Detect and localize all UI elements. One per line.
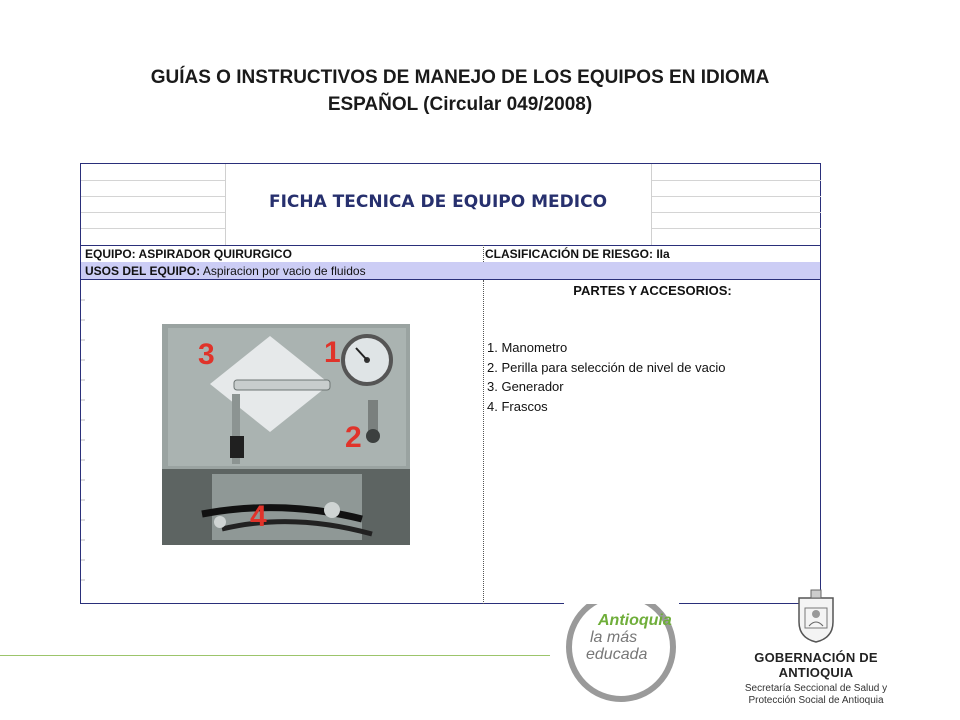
page-title-line-1: GUÍAS O INSTRUCTIVOS DE MANEJO DE LOS EQUIPOS EN IDIOMA [150,67,770,88]
header-grid-right [651,164,821,245]
slogan-line-1: Antioquia [598,612,672,629]
equipment-datasheet [80,163,821,604]
photo-label-2: 2 [345,421,362,454]
datasheet-header [81,164,820,246]
header-grid-left [81,164,226,245]
equipment-row [81,245,820,263]
gov-subtitle-2: Protección Social de Antioquia [748,695,884,706]
footer-divider [0,655,550,656]
parts-list-item: 1. Manometro [487,340,568,355]
photo-label-4: 4 [250,500,267,533]
parts-title: PARTES Y ACCESORIOS: [573,283,732,298]
datasheet-title: FICHA TECNICA DE EQUIPO MEDICO [268,192,608,212]
parts-list-item: 3. Generador [487,379,564,394]
aspirator-photo [162,324,410,545]
uses-label: USOS DEL EQUIPO: [85,264,201,278]
antioquia-coat-of-arms-icon [793,588,839,644]
parts-list-item: 4. Frascos [487,398,548,414]
gov-name: GOBERNACIÓN DE ANTIOQUIA [754,650,878,680]
uses-value: Aspiracion por vacio de fluidos [200,264,366,278]
uses-row [81,262,820,280]
parts-list [487,338,725,416]
page-title [40,64,880,118]
photo-label-1: 1 [324,336,341,369]
parts-list-item: 2. Perilla para selección de nivel de vacio [487,359,726,375]
datasheet-body [81,280,820,604]
gobernacion-branding [716,650,916,707]
photo-label-3: 3 [198,338,215,371]
slogan-line-3: educada [586,646,648,663]
equipment-name: EQUIPO: ASPIRADOR QUIRURGICO [85,247,292,261]
risk-classification: CLASIFICACIÓN DE RIESGO: IIa [485,247,670,261]
row-guides [81,280,85,604]
gov-subtitle-1: Secretaría Seccional de Salud y [744,683,888,694]
slogan-line-2: la más [590,629,638,646]
page-title-line-2: ESPAÑOL (Circular 049/2008) [327,94,593,115]
antioquia-la-mas-educada-logo [564,590,679,705]
